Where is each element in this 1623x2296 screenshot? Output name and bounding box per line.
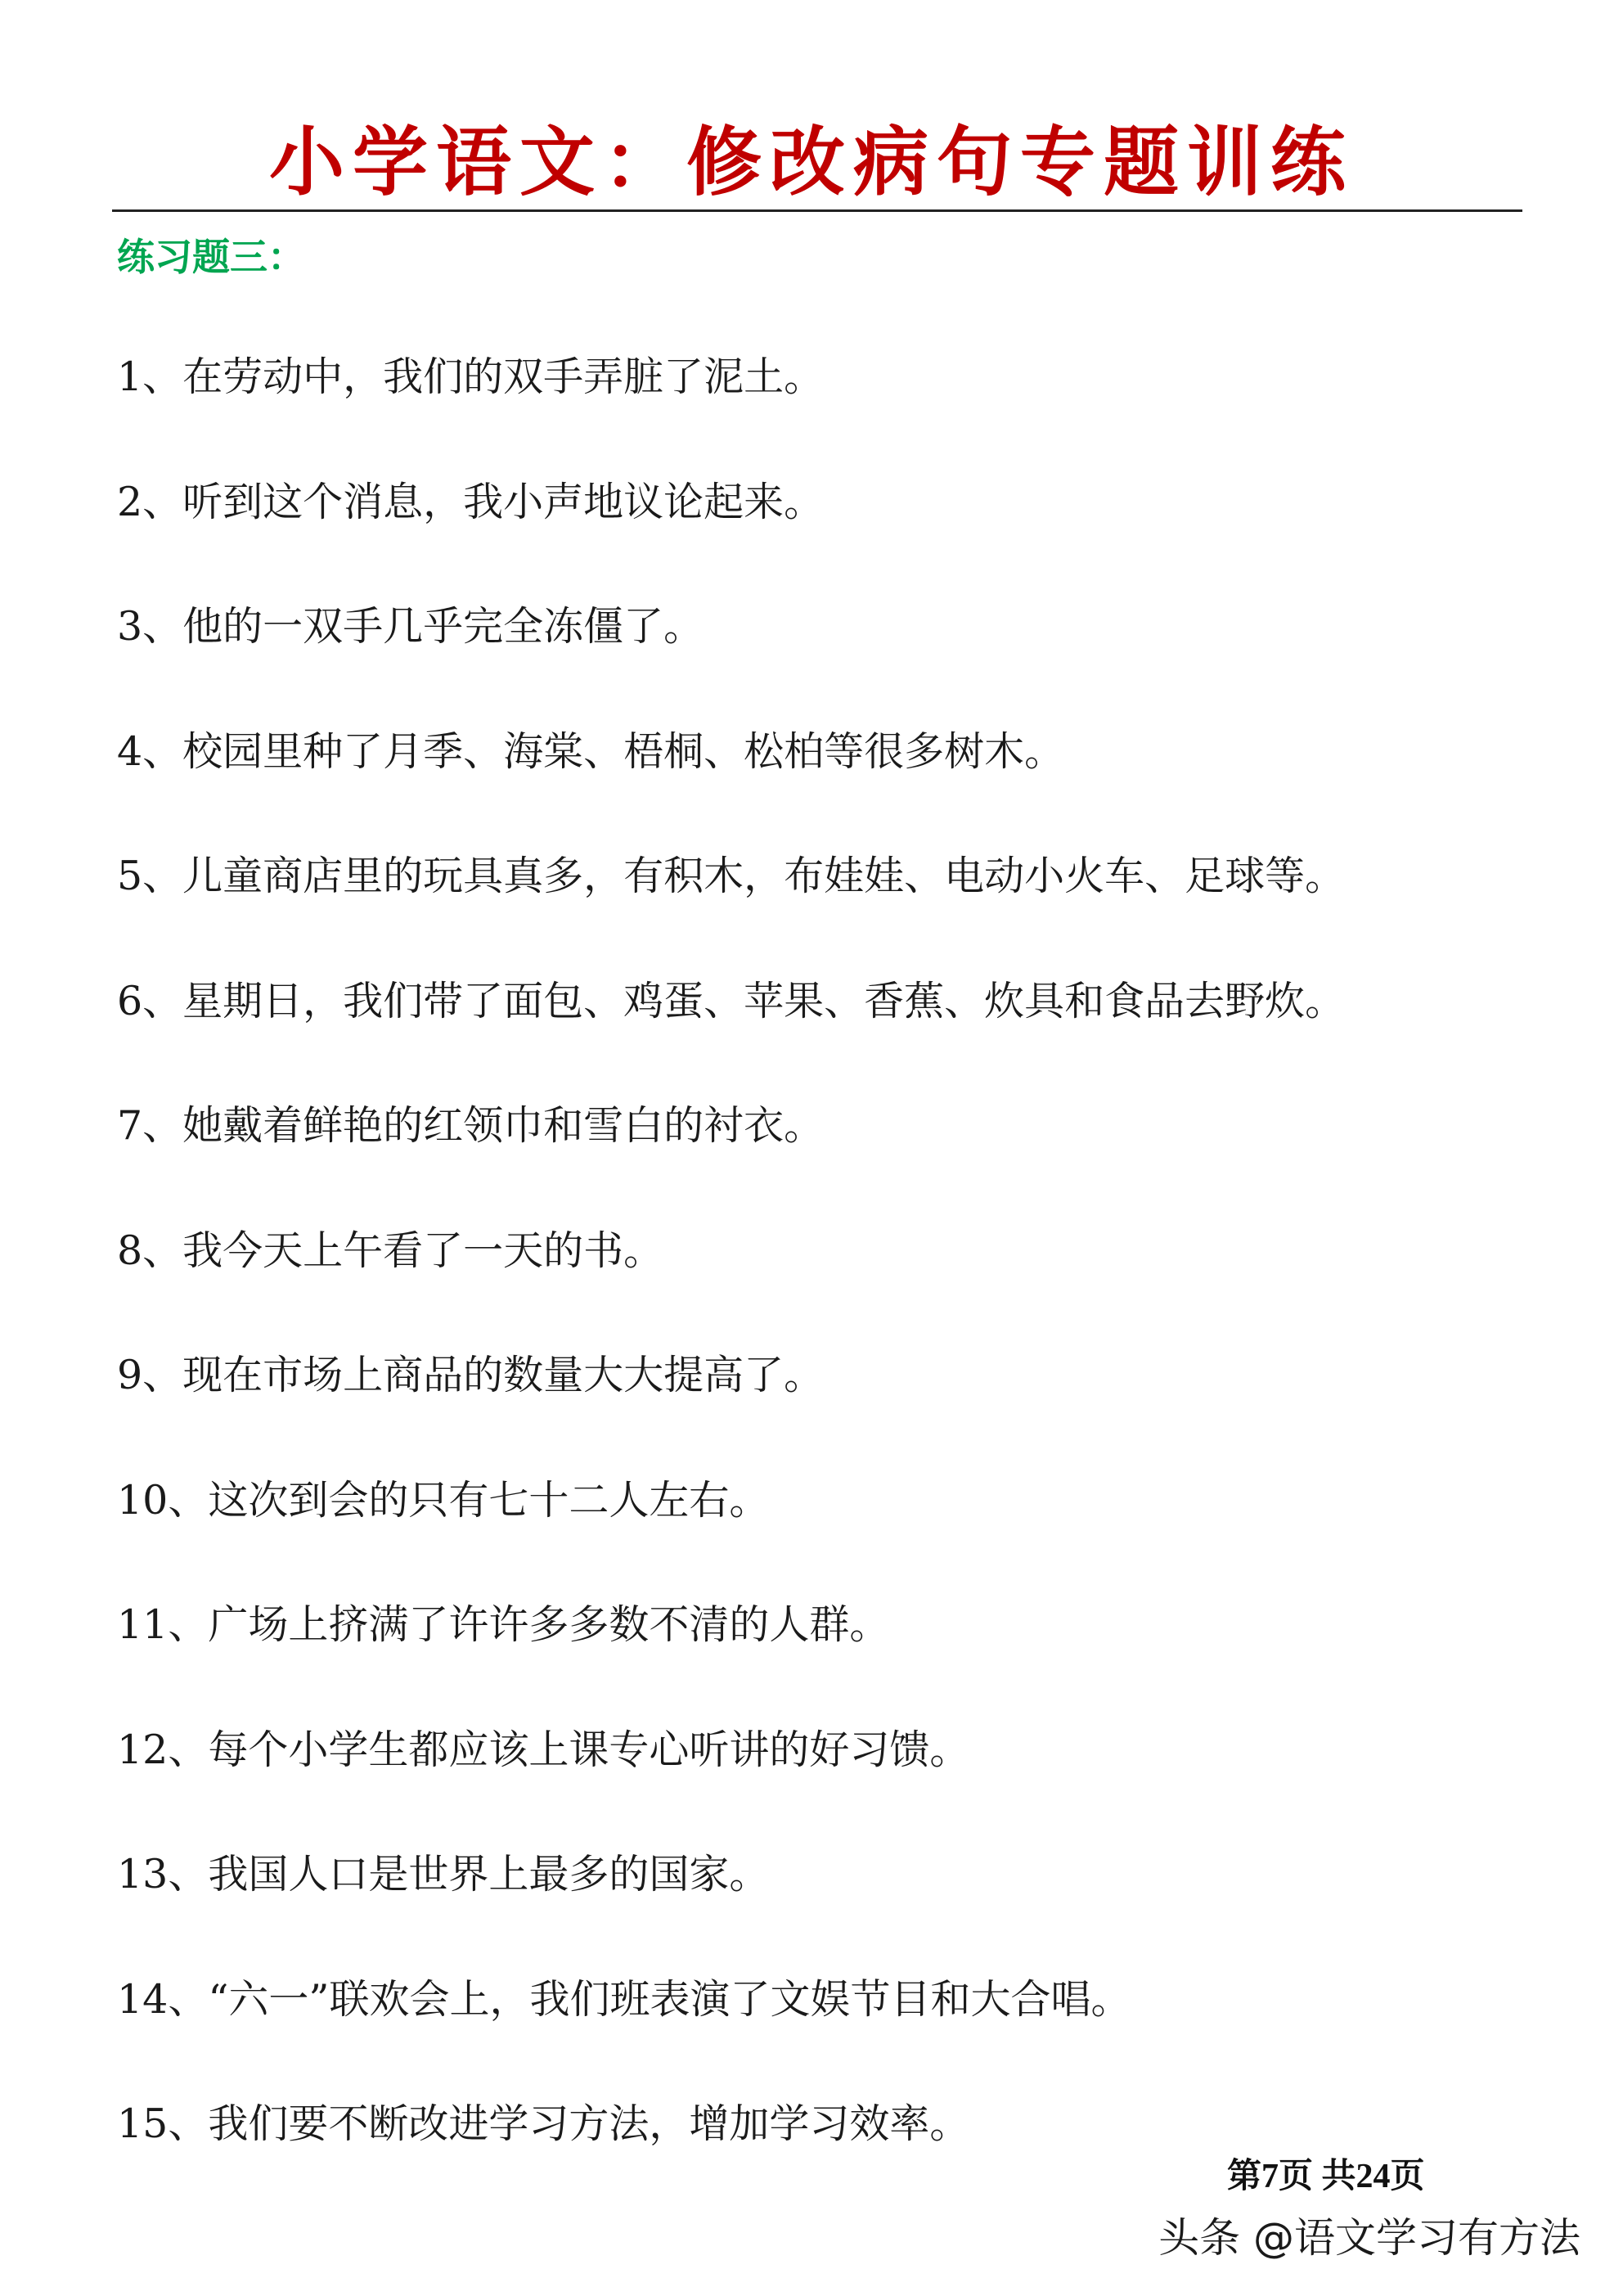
question-14: 14、“六一”联欢会上，我们班表演了文娱节目和大合唱。 — [117, 1975, 1131, 2023]
question-13: 13、我国人口是世界上最多的国家。 — [117, 1851, 770, 1898]
question-5: 5、儿童商店里的玩具真多，有积木，布娃娃、电动小火车、足球等。 — [117, 853, 1346, 899]
question-11: 11、广场上挤满了许许多多数不清的人群。 — [117, 1601, 890, 1648]
question-9: 9、现在市场上商品的数量大大提高了。 — [117, 1352, 825, 1398]
question-2: 2、听到这个消息，我小声地议论起来。 — [117, 478, 825, 525]
page-number: 第7页 共24页 — [1227, 2158, 1425, 2195]
question-7: 7、她戴着鲜艳的红领巾和雪白的衬衣。 — [117, 1102, 825, 1149]
section-label: 练习题三： — [117, 235, 305, 279]
question-3: 3、他的一双手几乎完全冻僵了。 — [117, 603, 704, 650]
question-10: 10、这次到会的只有七十二人左右。 — [117, 1476, 770, 1524]
title-divider — [112, 209, 1522, 212]
watermark-text: 头条 @语文学习有方法 — [1158, 2214, 1580, 2262]
question-1: 1、在劳动中，我们的双手弄脏了泥土。 — [117, 353, 825, 400]
question-list — [117, 349, 1524, 2221]
question-6: 6、星期日，我们带了面包、鸡蛋、苹果、香蕉、炊具和食品去野炊。 — [117, 977, 1346, 1024]
question-15: 15、我们要不断改进学习方法，增加学习效率。 — [117, 2100, 970, 2147]
page-title: 小学语文：修改病句专题训练 — [268, 118, 1354, 206]
question-8: 8、我今天上午看了一天的书。 — [117, 1227, 664, 1274]
question-4: 4、校园里种了月季、海棠、梧桐、松柏等很多树木。 — [117, 727, 1065, 775]
question-12: 12、每个小学生都应该上课专心听讲的好习馈。 — [117, 1726, 970, 1773]
